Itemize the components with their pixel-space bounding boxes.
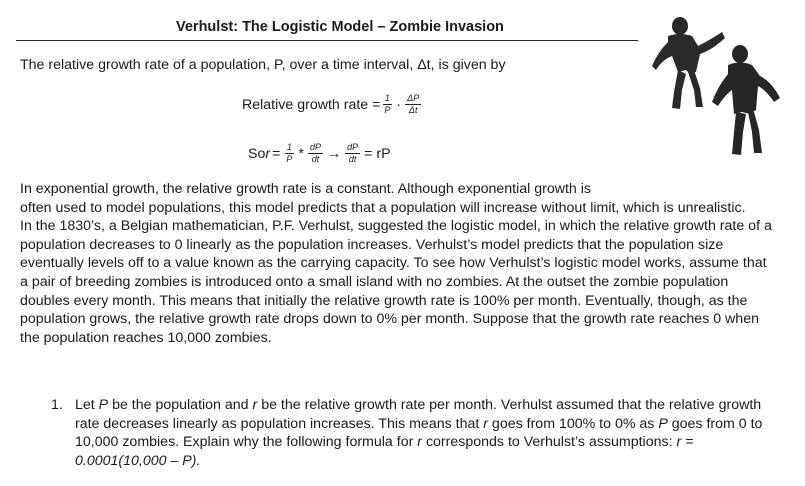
paragraph-line: population decreases to 0 linearly as the population increases. Verhulst’s model predicts that the population size — [20, 236, 724, 253]
fraction-one-over-p — [382, 93, 392, 116]
fraction-numerator: dP — [347, 142, 359, 152]
derivative-formula — [248, 142, 393, 165]
question-formula: r = — [676, 434, 694, 451]
arrow-icon: → — [326, 145, 342, 162]
paragraph-line: often used to model populations, this model predicts that a population will increase without limit, which is unrealistic. — [20, 199, 746, 216]
formula-r: r — [265, 145, 271, 162]
fraction-one-over-p — [284, 142, 294, 165]
paragraph-line: a pair of breeding zombies is introduced onto a small island with no zombies. At the outset the zombie population — [20, 273, 729, 290]
fraction-numerator: dP — [309, 142, 321, 152]
intro-text: The relative growth rate of a population, P, over a time interval, Δt, is given by — [20, 57, 506, 73]
fraction-numerator: ΔP — [407, 93, 420, 103]
fraction-denominator: P — [384, 105, 391, 115]
page-title: Verhulst: The Logistic Model – Zombie Invasion — [176, 19, 504, 35]
question-number: 1. — [51, 397, 63, 413]
fraction-denominator: P — [286, 154, 293, 164]
question-formula: 0.0001(10,000 – P). — [75, 452, 201, 469]
fraction-denominator: dt — [348, 154, 357, 164]
multiply-operator: * — [298, 145, 304, 162]
question-line — [75, 452, 762, 471]
fraction-denominator: Δt — [408, 105, 418, 115]
fraction-denominator: dt — [311, 154, 320, 164]
paragraph-line: In exponential growth, the relative growth rate is a constant. Although exponential growth is — [20, 181, 591, 197]
equals-sign: = — [272, 145, 281, 162]
fraction-dp-over-dt — [308, 142, 323, 165]
formula-rhs: = rP — [364, 145, 391, 162]
fraction-numerator: 1 — [286, 142, 292, 152]
question-line: Let P be the population and r be the relative growth rate per month. Verhulst assumed that the relative growth — [75, 397, 762, 413]
formula-label: Relative growth rate = — [242, 96, 381, 113]
question-line: 10,000 zombies. Explain why the following formula for r corresponds to Verhulst’s assumptions: r = — [75, 434, 694, 451]
dot-operator: · — [396, 96, 402, 113]
fraction-delta-p-over-delta-t — [405, 93, 421, 116]
question-text — [75, 396, 762, 470]
fraction-dp-over-dt — [345, 142, 360, 165]
title-divider — [16, 40, 638, 41]
paragraph-line: population grows, the relative growth rate drops down to 0% per month. Suppose that the growth rate reaches 0 when — [20, 311, 759, 328]
question-line: rate decreases linearly as population increases. This means that r goes from 100% to 0% as P goes from 0 to — [75, 415, 763, 432]
formula-lead: So — [248, 145, 266, 162]
explanation-paragraph — [20, 180, 805, 347]
paragraph-line: the population reaches 10,000 zombies. — [20, 329, 272, 346]
paragraph-line: doubles every month. This means that initially the relative growth rate is 100% per month. Eventually, though, as the — [20, 292, 748, 309]
fraction-numerator: 1 — [384, 93, 390, 103]
relative-growth-formula — [242, 93, 423, 116]
paragraph-line: In the 1830’s, a Belgian mathematician, P.F. Verhulst, suggested the logistic model, in which the relative growth rate of a — [20, 218, 772, 235]
paragraph-line: eventually levels off to a value known as the carrying capacity. To see how Verhulst’s logistic model works, assume that — [20, 255, 767, 272]
zombie-figure-right-icon — [706, 40, 786, 158]
